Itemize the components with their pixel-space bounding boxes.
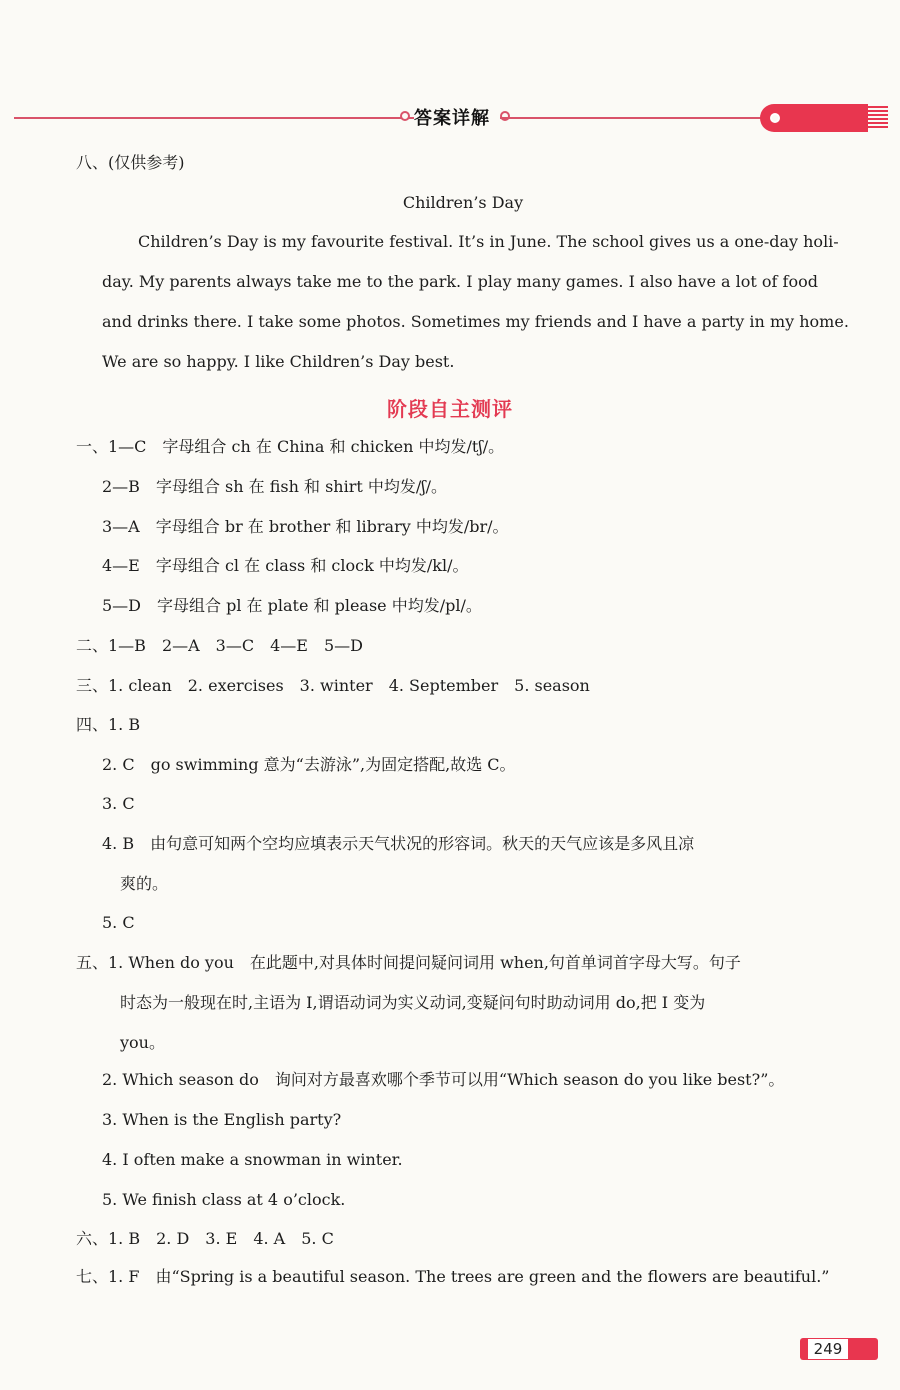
section-8-heading: 八、(仅供参考)	[76, 153, 185, 172]
answer-line: 七、1. F 由“Spring is a beautiful season. The trees are green and the flowers are beautiful.”	[76, 1267, 830, 1286]
essay-line: We are so happy. I like Children’s Day best.	[102, 352, 455, 371]
answer-line: 2—B 字母组合 sh 在 fish 和 shirt 中均发/ʃ/。	[102, 477, 447, 496]
answer-line: 3. C	[102, 794, 135, 813]
answer-line: 一、1—C 字母组合 ch 在 China 和 chicken 中均发/tʃ/。	[76, 437, 505, 456]
essay-line: Children’s Day is my favourite festival. It’s in June. The school gives us a one-day holi-	[138, 232, 839, 251]
answer-line: 5. We finish class at 4 o’clock.	[102, 1190, 346, 1209]
header-tab	[760, 104, 868, 132]
header-dot-left	[400, 111, 410, 121]
essay-line: and drinks there. I take some photos. Sometimes my friends and I have a party in my home.	[102, 312, 849, 331]
page-number: 249	[808, 1339, 848, 1359]
answer-line: 二、1—B 2—A 3—C 4—E 5—D	[76, 636, 363, 655]
answer-line: 4. B 由句意可知两个空均应填表示天气状况的形容词。秋天的天气应该是多风且凉	[102, 834, 695, 853]
answer-line: 4. I often make a snowman in winter.	[102, 1150, 403, 1169]
answer-line: you。	[120, 1033, 165, 1052]
answer-line: 时态为一般现在时,主语为 I,谓语动词为实义动词,变疑问句时助动词用 do,把 I 变为	[120, 993, 706, 1012]
page-header	[0, 96, 900, 136]
header-dot-right	[500, 111, 510, 121]
answer-line: 3—A 字母组合 br 在 brother 和 library 中均发/br/。	[102, 517, 509, 536]
page-number-badge	[800, 1338, 878, 1360]
answer-line: 四、1. B	[76, 715, 141, 734]
answer-line: 爽的。	[120, 874, 169, 893]
answer-line: 2. Which season do 询问对方最喜欢哪个季节可以用“Which season do you like best?”。	[102, 1070, 785, 1089]
section-title: 阶段自主测评	[387, 397, 513, 421]
answer-line: 4—E 字母组合 cl 在 class 和 clock 中均发/kl/。	[102, 556, 469, 575]
header-title: 答案详解	[414, 108, 490, 129]
header-tab-dot	[770, 113, 780, 123]
header-rule-left	[14, 117, 414, 119]
answer-line: 3. When is the English party?	[102, 1110, 342, 1129]
header-stripes	[866, 106, 888, 130]
essay-title: Children’s Day	[402, 193, 524, 212]
answer-line: 2. C go swimming 意为“去游泳”,为固定搭配,故选 C。	[102, 755, 516, 774]
header-rule-right	[500, 117, 768, 119]
answer-line: 六、1. B 2. D 3. E 4. A 5. C	[76, 1229, 334, 1248]
answer-line: 五、1. When do you 在此题中,对具体时间提问疑问词用 when,句首单词首字母大写。句子	[76, 953, 741, 972]
answer-line: 5. C	[102, 913, 135, 932]
answer-line: 5—D 字母组合 pl 在 plate 和 please 中均发/pl/。	[102, 596, 482, 615]
answer-line: 三、1. clean 2. exercises 3. winter 4. September 5. season	[76, 676, 590, 695]
essay-line: day. My parents always take me to the park. I play many games. I also have a lot of food	[102, 272, 818, 291]
